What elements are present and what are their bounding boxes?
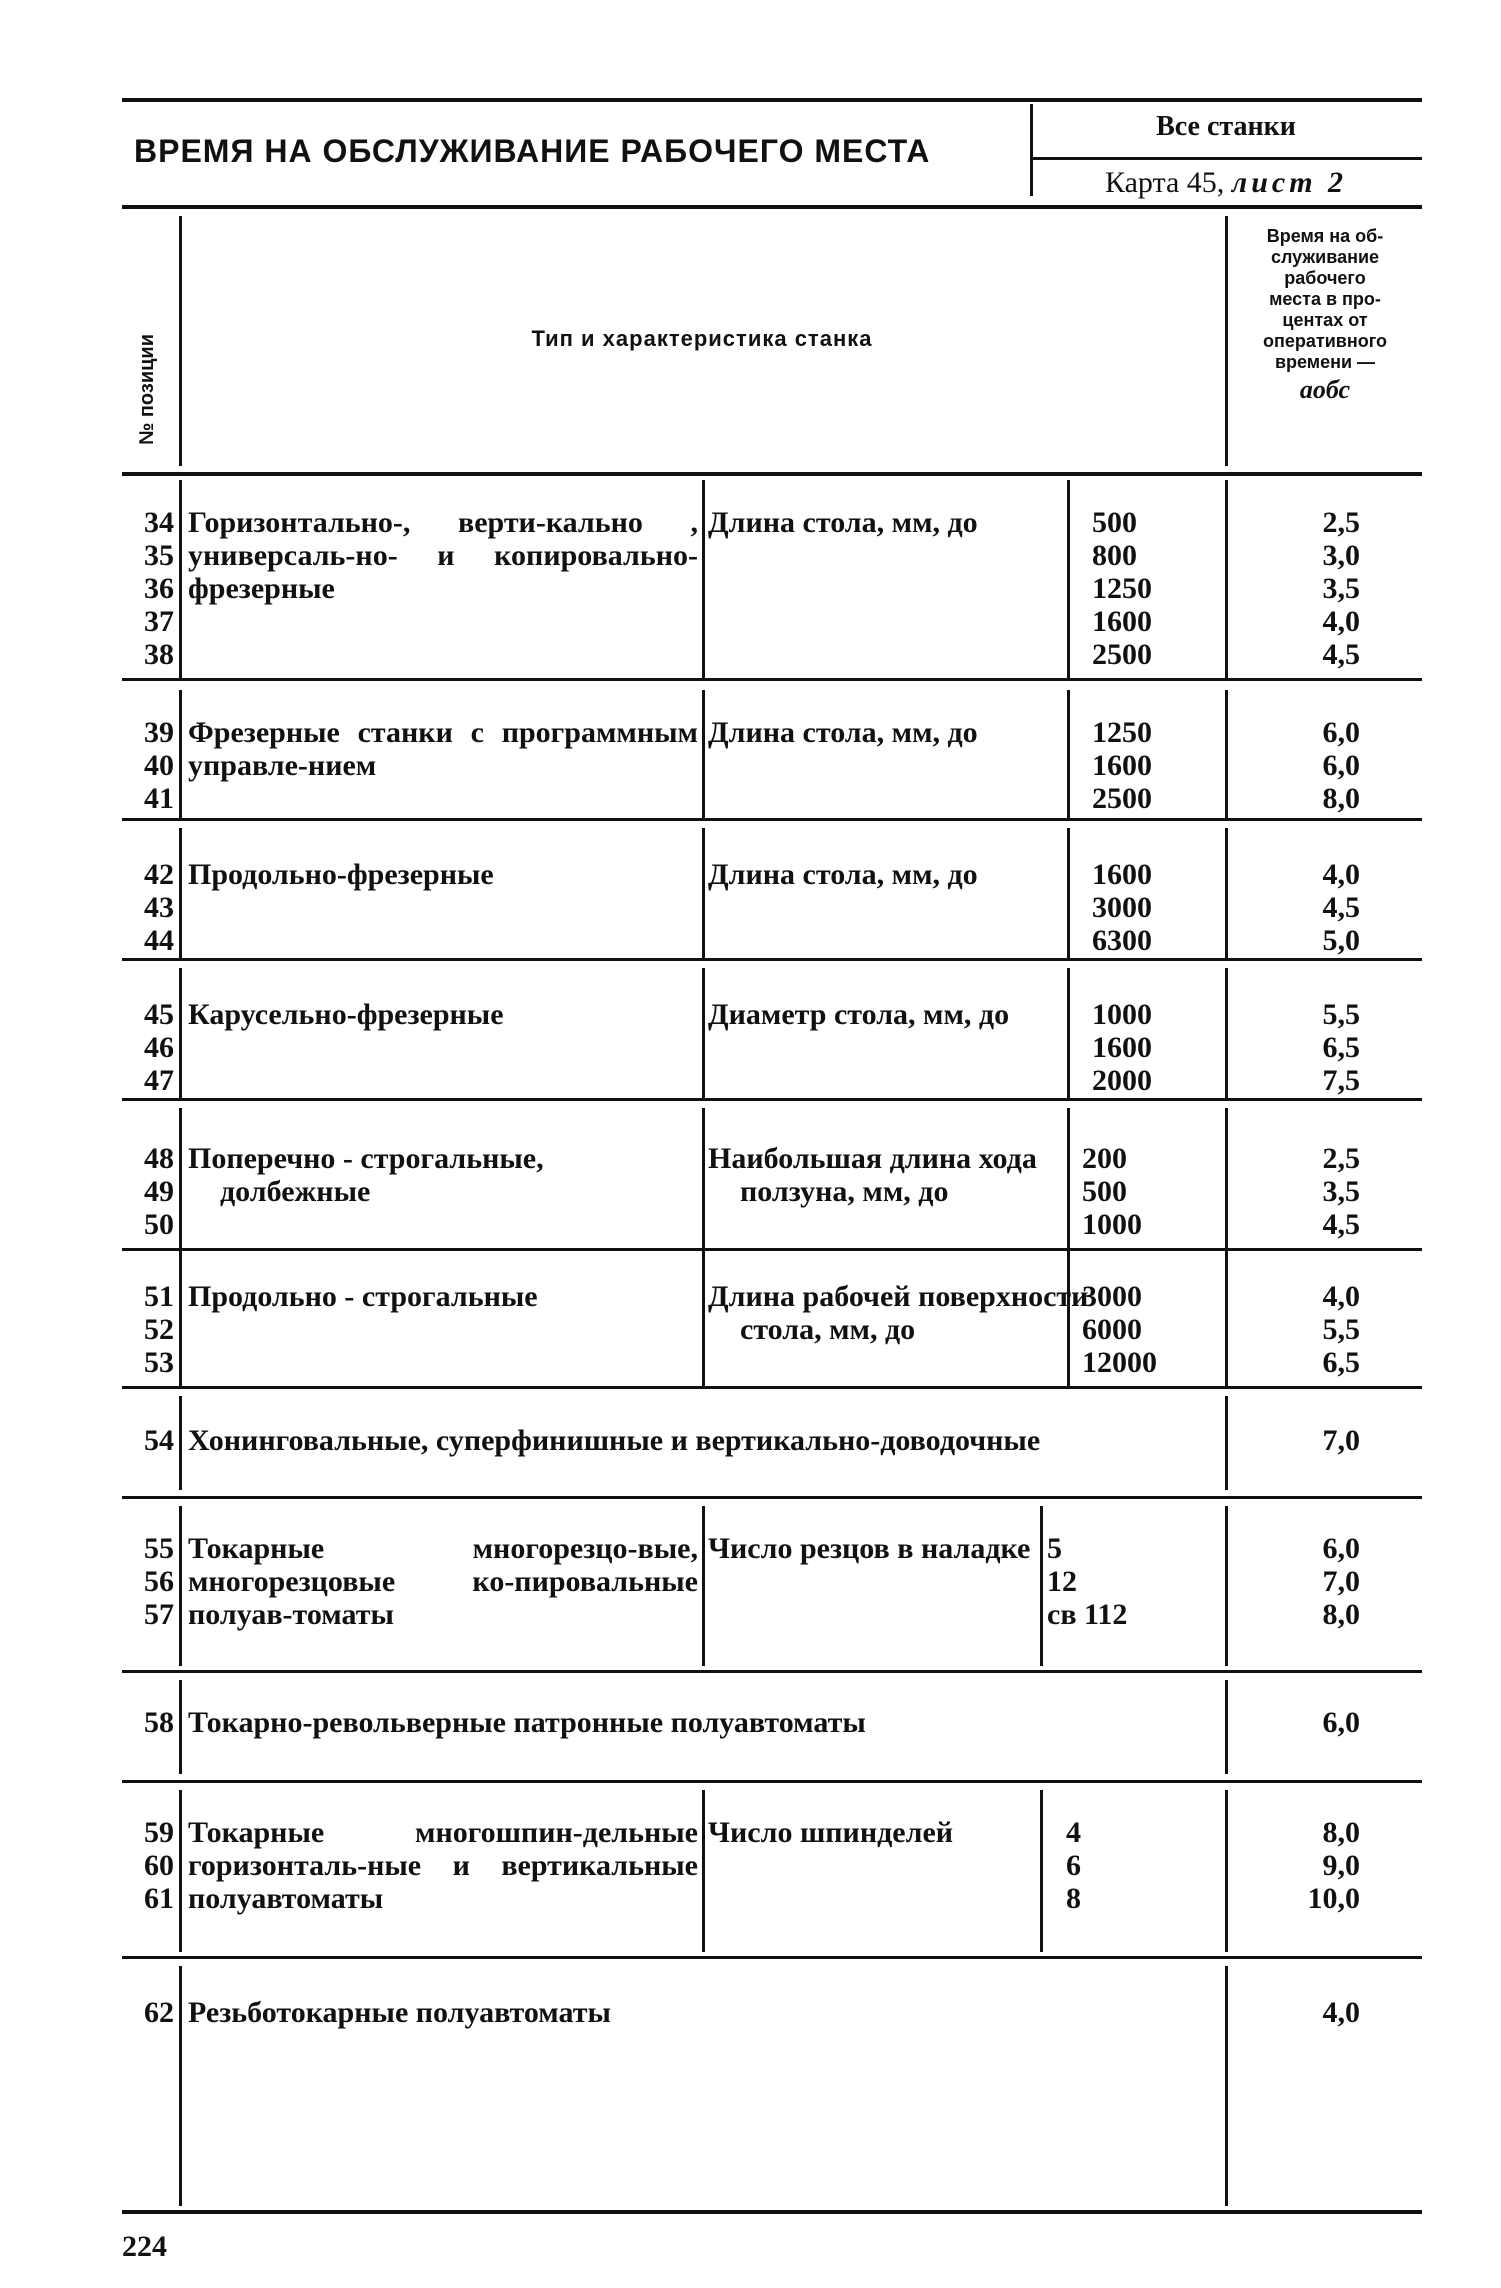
position-numbers: 34 35 36 37 38 bbox=[144, 506, 174, 671]
table-row bbox=[122, 480, 1422, 680]
time-values: 8,0 9,0 10,0 bbox=[1307, 1816, 1360, 1915]
size-values: 3000 6000 12000 bbox=[1082, 1280, 1157, 1379]
table-row bbox=[122, 1496, 1422, 1670]
characteristic: Длина стола, мм, до bbox=[708, 506, 978, 539]
time-values: 7,0 bbox=[1322, 1424, 1360, 1457]
table-row bbox=[122, 968, 1422, 1108]
time-values: 5,5 6,5 7,5 bbox=[1322, 998, 1360, 1097]
machines-label: Все станки bbox=[1156, 111, 1296, 142]
characteristic: Наибольшая длина хода ползуна, мм, до bbox=[708, 1142, 1037, 1208]
time-values: 6,0 bbox=[1322, 1706, 1360, 1739]
size-values: 5 12 св 112 bbox=[1047, 1532, 1128, 1631]
time-values: 4,0 4,5 5,0 bbox=[1322, 858, 1360, 957]
size-values: 1000 1600 2000 bbox=[1092, 998, 1152, 1097]
page-title: ВРЕМЯ НА ОБСЛУЖИВАНИЕ РАБОЧЕГО МЕСТА bbox=[134, 133, 931, 169]
characteristic: Длина рабочей поверхности стола, мм, до bbox=[708, 1280, 1089, 1346]
machine-type: Резьботокарные полуавтоматы bbox=[188, 1996, 611, 2029]
bottom-rule bbox=[122, 2210, 1422, 2214]
time-values: 2,5 3,0 3,5 4,0 4,5 bbox=[1322, 506, 1360, 671]
card-number: Карта 45, bbox=[1104, 166, 1225, 199]
size-values: 500 800 1250 1600 2500 bbox=[1092, 506, 1152, 671]
size-values: 4 6 8 bbox=[1066, 1816, 1081, 1915]
time-column-header: Время на об- служивание рабочего места в про- центах от оперативного времени — aобс bbox=[1230, 226, 1420, 400]
position-numbers: 51 52 53 bbox=[144, 1280, 174, 1379]
top-rule bbox=[122, 98, 1422, 102]
position-numbers: 58 bbox=[144, 1706, 174, 1739]
table-row bbox=[122, 1956, 1422, 2206]
type-column-header: Тип и характеристика станка bbox=[531, 326, 873, 351]
table-row bbox=[122, 690, 1422, 830]
document-page bbox=[122, 0, 1422, 2288]
header-bottom-rule bbox=[122, 205, 1422, 209]
position-numbers: 42 43 44 bbox=[144, 858, 174, 957]
table-row bbox=[122, 1780, 1422, 1956]
position-numbers: 45 46 47 bbox=[144, 998, 174, 1097]
time-values: 6,0 7,0 8,0 bbox=[1322, 1532, 1360, 1631]
characteristic: Длина стола, мм, до bbox=[708, 716, 978, 749]
position-numbers: 48 49 50 bbox=[144, 1142, 174, 1241]
page-number: 224 bbox=[122, 2230, 167, 2263]
position-numbers: 59 60 61 bbox=[144, 1816, 174, 1915]
size-values: 200 500 1000 bbox=[1082, 1142, 1142, 1241]
header-mid-rule bbox=[1030, 157, 1422, 160]
time-values: 6,0 6,0 8,0 bbox=[1322, 716, 1360, 815]
characteristic: Число резцов в наладке bbox=[708, 1532, 1031, 1565]
machine-type: Поперечно - строгальные, долбежные bbox=[188, 1142, 544, 1208]
header-rule bbox=[122, 472, 1422, 476]
table-row bbox=[122, 1108, 1422, 1248]
table-row bbox=[122, 1670, 1422, 1780]
time-values: 2,5 3,5 4,5 bbox=[1322, 1142, 1360, 1241]
position-column-header: № позиции bbox=[136, 333, 158, 445]
characteristic: Диаметр стола, мм, до bbox=[708, 998, 1010, 1031]
position-numbers: 39 40 41 bbox=[144, 716, 174, 815]
column-divider bbox=[1225, 216, 1228, 466]
sheet-number: лист 2 bbox=[1231, 166, 1348, 199]
time-symbol: aобс bbox=[1299, 375, 1351, 404]
time-values: 4,0 bbox=[1322, 1996, 1360, 2029]
characteristic: Длина стола, мм, до bbox=[708, 858, 978, 891]
machine-type: Токарные многошпин-дельные горизонталь-ные и вертикальные полуавтоматы bbox=[188, 1816, 698, 1915]
machine-type: Горизонтально-, верти-кально , универсаль-но- и копировально-фрезерные bbox=[188, 506, 698, 605]
table-row bbox=[122, 1248, 1422, 1388]
machine-type: Токарные многорезцо-вые, многорезцовые ко-пировальные полуав-томаты bbox=[188, 1532, 698, 1631]
characteristic: Число шпинделей bbox=[708, 1816, 954, 1849]
position-numbers: 54 bbox=[144, 1424, 174, 1457]
machine-type: Продольно - строгальные bbox=[188, 1280, 538, 1313]
machine-type: Карусельно-фрезерные bbox=[188, 998, 504, 1031]
position-numbers: 55 56 57 bbox=[144, 1532, 174, 1631]
machine-type: Фрезерные станки с программным управле-нием bbox=[188, 716, 698, 782]
machine-type: Хонинговальные, суперфинишные и вертикально-доводочные bbox=[188, 1424, 1041, 1457]
table-row bbox=[122, 828, 1422, 968]
position-numbers: 62 bbox=[144, 1996, 174, 2029]
table-row bbox=[122, 1386, 1422, 1496]
card-label bbox=[1030, 166, 1422, 200]
size-values: 1250 1600 2500 bbox=[1092, 716, 1152, 815]
size-values: 1600 3000 6300 bbox=[1092, 858, 1152, 957]
machine-type: Продольно-фрезерные bbox=[188, 858, 494, 891]
time-values: 4,0 5,5 6,5 bbox=[1322, 1280, 1360, 1379]
machine-type: Токарно-револьверные патронные полуавтоматы bbox=[188, 1706, 866, 1739]
